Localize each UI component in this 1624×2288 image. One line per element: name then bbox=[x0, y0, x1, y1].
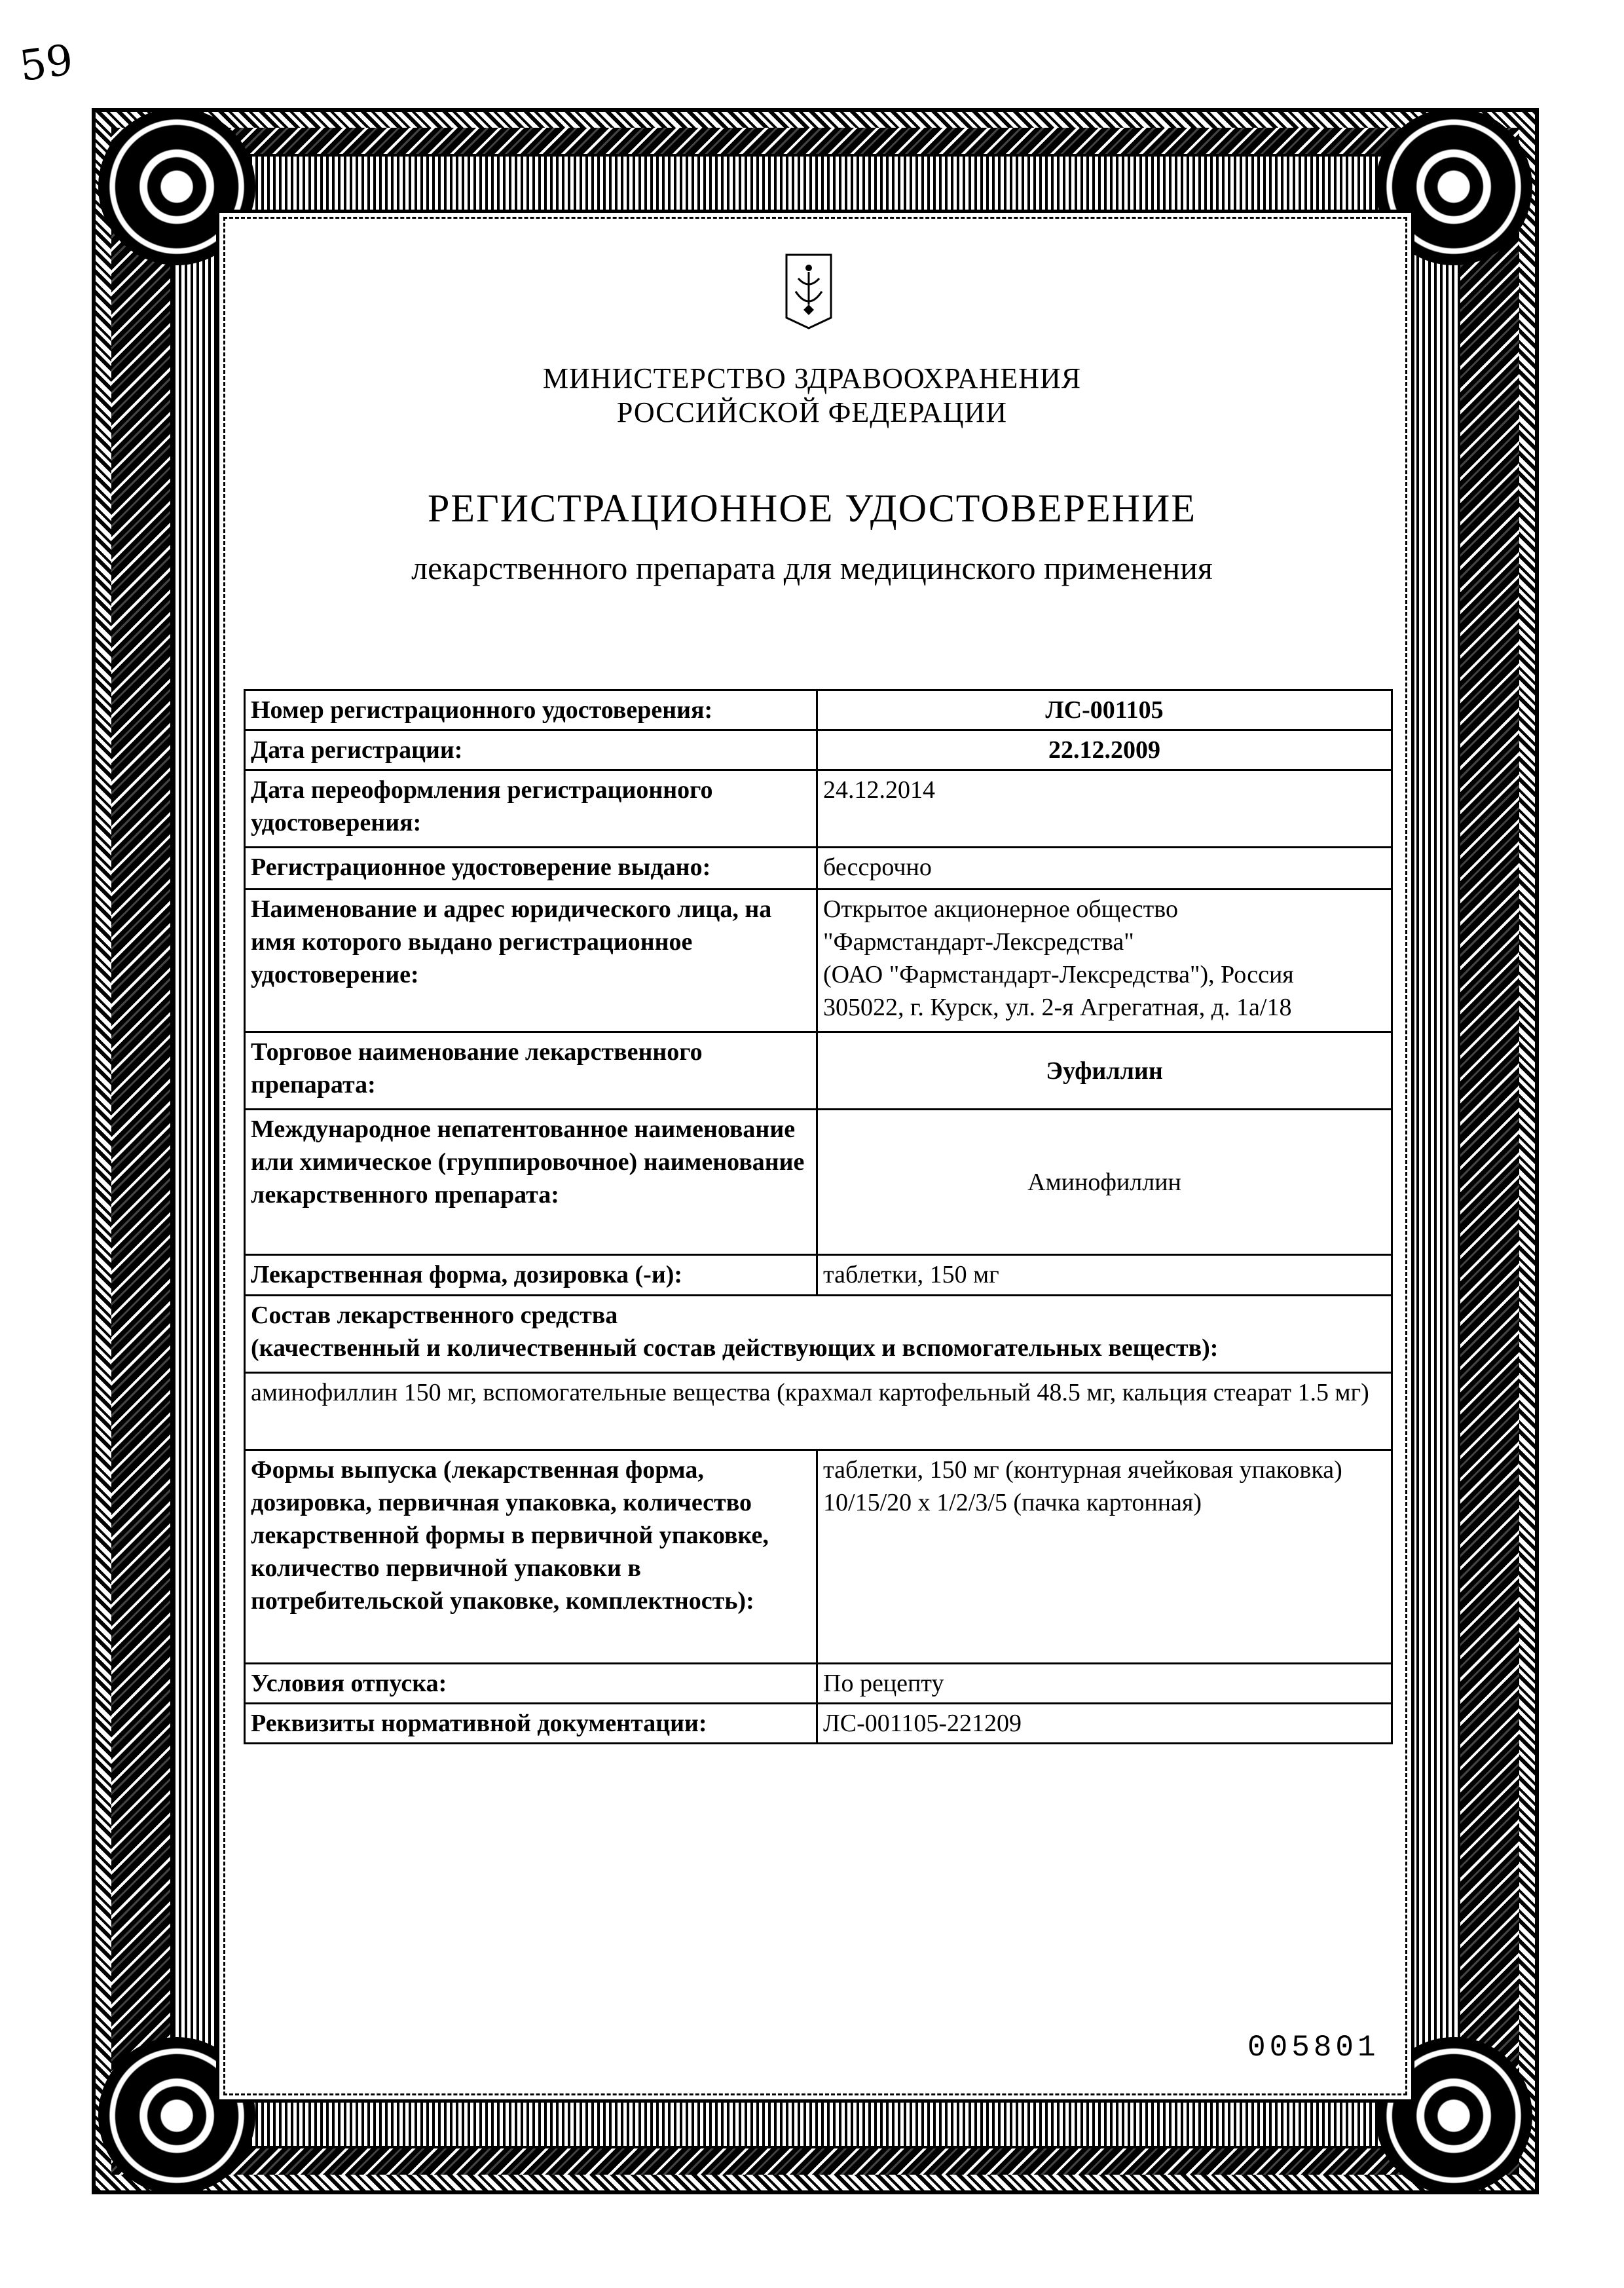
registration-number: ЛС-001105 bbox=[817, 690, 1392, 730]
table-row bbox=[245, 1032, 1392, 1110]
ministry-name-line2: РОССИЙСКОЙ ФЕДЕРАЦИИ bbox=[616, 396, 1008, 428]
table-row bbox=[245, 1296, 1392, 1373]
validity-period: бессрочно bbox=[817, 848, 1392, 890]
table-row bbox=[245, 1110, 1392, 1255]
field-label: Лекарственная форма, дозировка (-и): bbox=[245, 1255, 817, 1296]
holder-line: 305022, г. Курск, ул. 2-я Агрегатная, д. 1а/18 bbox=[823, 994, 1292, 1021]
table-row bbox=[245, 890, 1392, 1032]
composition-value: аминофиллин 150 мг, вспомогательные вещества (крахмал картофельный 48.5 мг, кальция стеарат 1.5 мг) bbox=[245, 1373, 1392, 1450]
composition-heading-line2: (качественный и количественный состав действующих и вспомогательных веществ): bbox=[251, 1334, 1219, 1362]
field-label: Реквизиты нормативной документации: bbox=[245, 1704, 817, 1744]
field-label: Регистрационное удостоверение выдано: bbox=[245, 848, 817, 890]
holder-line: Открытое акционерное общество bbox=[823, 895, 1178, 923]
table-row bbox=[245, 690, 1392, 730]
trade-name: Эуфиллин bbox=[817, 1032, 1392, 1110]
inn-name: Аминофиллин bbox=[817, 1110, 1392, 1255]
field-label: Дата регистрации: bbox=[245, 730, 817, 770]
registration-date: 22.12.2009 bbox=[817, 730, 1392, 770]
table-row bbox=[245, 1255, 1392, 1296]
russian-coat-of-arms-icon bbox=[784, 252, 834, 331]
ministry-name-line1: МИНИСТЕРСТВО ЗДРАВООХРАНЕНИЯ bbox=[542, 362, 1082, 394]
field-label: Формы выпуска (лекарственная форма, дозировка, первичная упаковка, количество лекарственной формы в первичной упаковке, количество первичной упаковки в потребительской упаковке, комплектность): bbox=[245, 1450, 817, 1664]
table-row bbox=[245, 1373, 1392, 1450]
form-serial-number: 005801 bbox=[1247, 2031, 1380, 2065]
table-row bbox=[245, 1450, 1392, 1664]
field-label: Дата переоформления регистрационного удостоверения: bbox=[245, 770, 817, 848]
normative-document-ref: ЛС-001105-221209 bbox=[817, 1704, 1392, 1744]
table-row bbox=[245, 848, 1392, 890]
dispensing-conditions: По рецепту bbox=[817, 1664, 1392, 1704]
composition-heading-line1: Состав лекарственного средства bbox=[251, 1302, 618, 1329]
composition-heading bbox=[245, 1296, 1392, 1373]
document-title: РЕГИСТРАЦИОННОЕ УДОСТОВЕРЕНИЕ bbox=[428, 487, 1196, 530]
field-label: Наименование и адрес юридического лица, на имя которого выдано регистрационное удостоверение: bbox=[245, 890, 817, 1032]
holder-name-address bbox=[817, 890, 1392, 1032]
table-row bbox=[245, 770, 1392, 848]
holder-line: "Фармстандарт-Лексредства" bbox=[823, 928, 1134, 956]
table-row bbox=[245, 730, 1392, 770]
field-label: Номер регистрационного удостоверения: bbox=[245, 690, 817, 730]
field-label: Торговое наименование лекарственного препарата: bbox=[245, 1032, 817, 1110]
reissue-date: 24.12.2014 bbox=[817, 770, 1392, 848]
document-subtitle: лекарственного препарата для медицинского применения bbox=[411, 550, 1213, 586]
holder-line: (ОАО "Фармстандарт-Лексредства"), Россия bbox=[823, 961, 1294, 988]
field-label: Условия отпуска: bbox=[245, 1664, 817, 1704]
table-row bbox=[245, 1664, 1392, 1704]
registration-details-table bbox=[244, 689, 1393, 1744]
handwritten-page-number: 59 bbox=[16, 35, 77, 92]
release-forms: таблетки, 150 мг (контурная ячейковая упаковка) 10/15/20 х 1/2/3/5 (пачка картонная) bbox=[817, 1450, 1392, 1664]
field-label: Международное непатентованное наименование или химическое (группировочное) наименование лекарственного препарата: bbox=[245, 1110, 817, 1255]
table-row bbox=[245, 1704, 1392, 1744]
dosage-form: таблетки, 150 мг bbox=[817, 1255, 1392, 1296]
